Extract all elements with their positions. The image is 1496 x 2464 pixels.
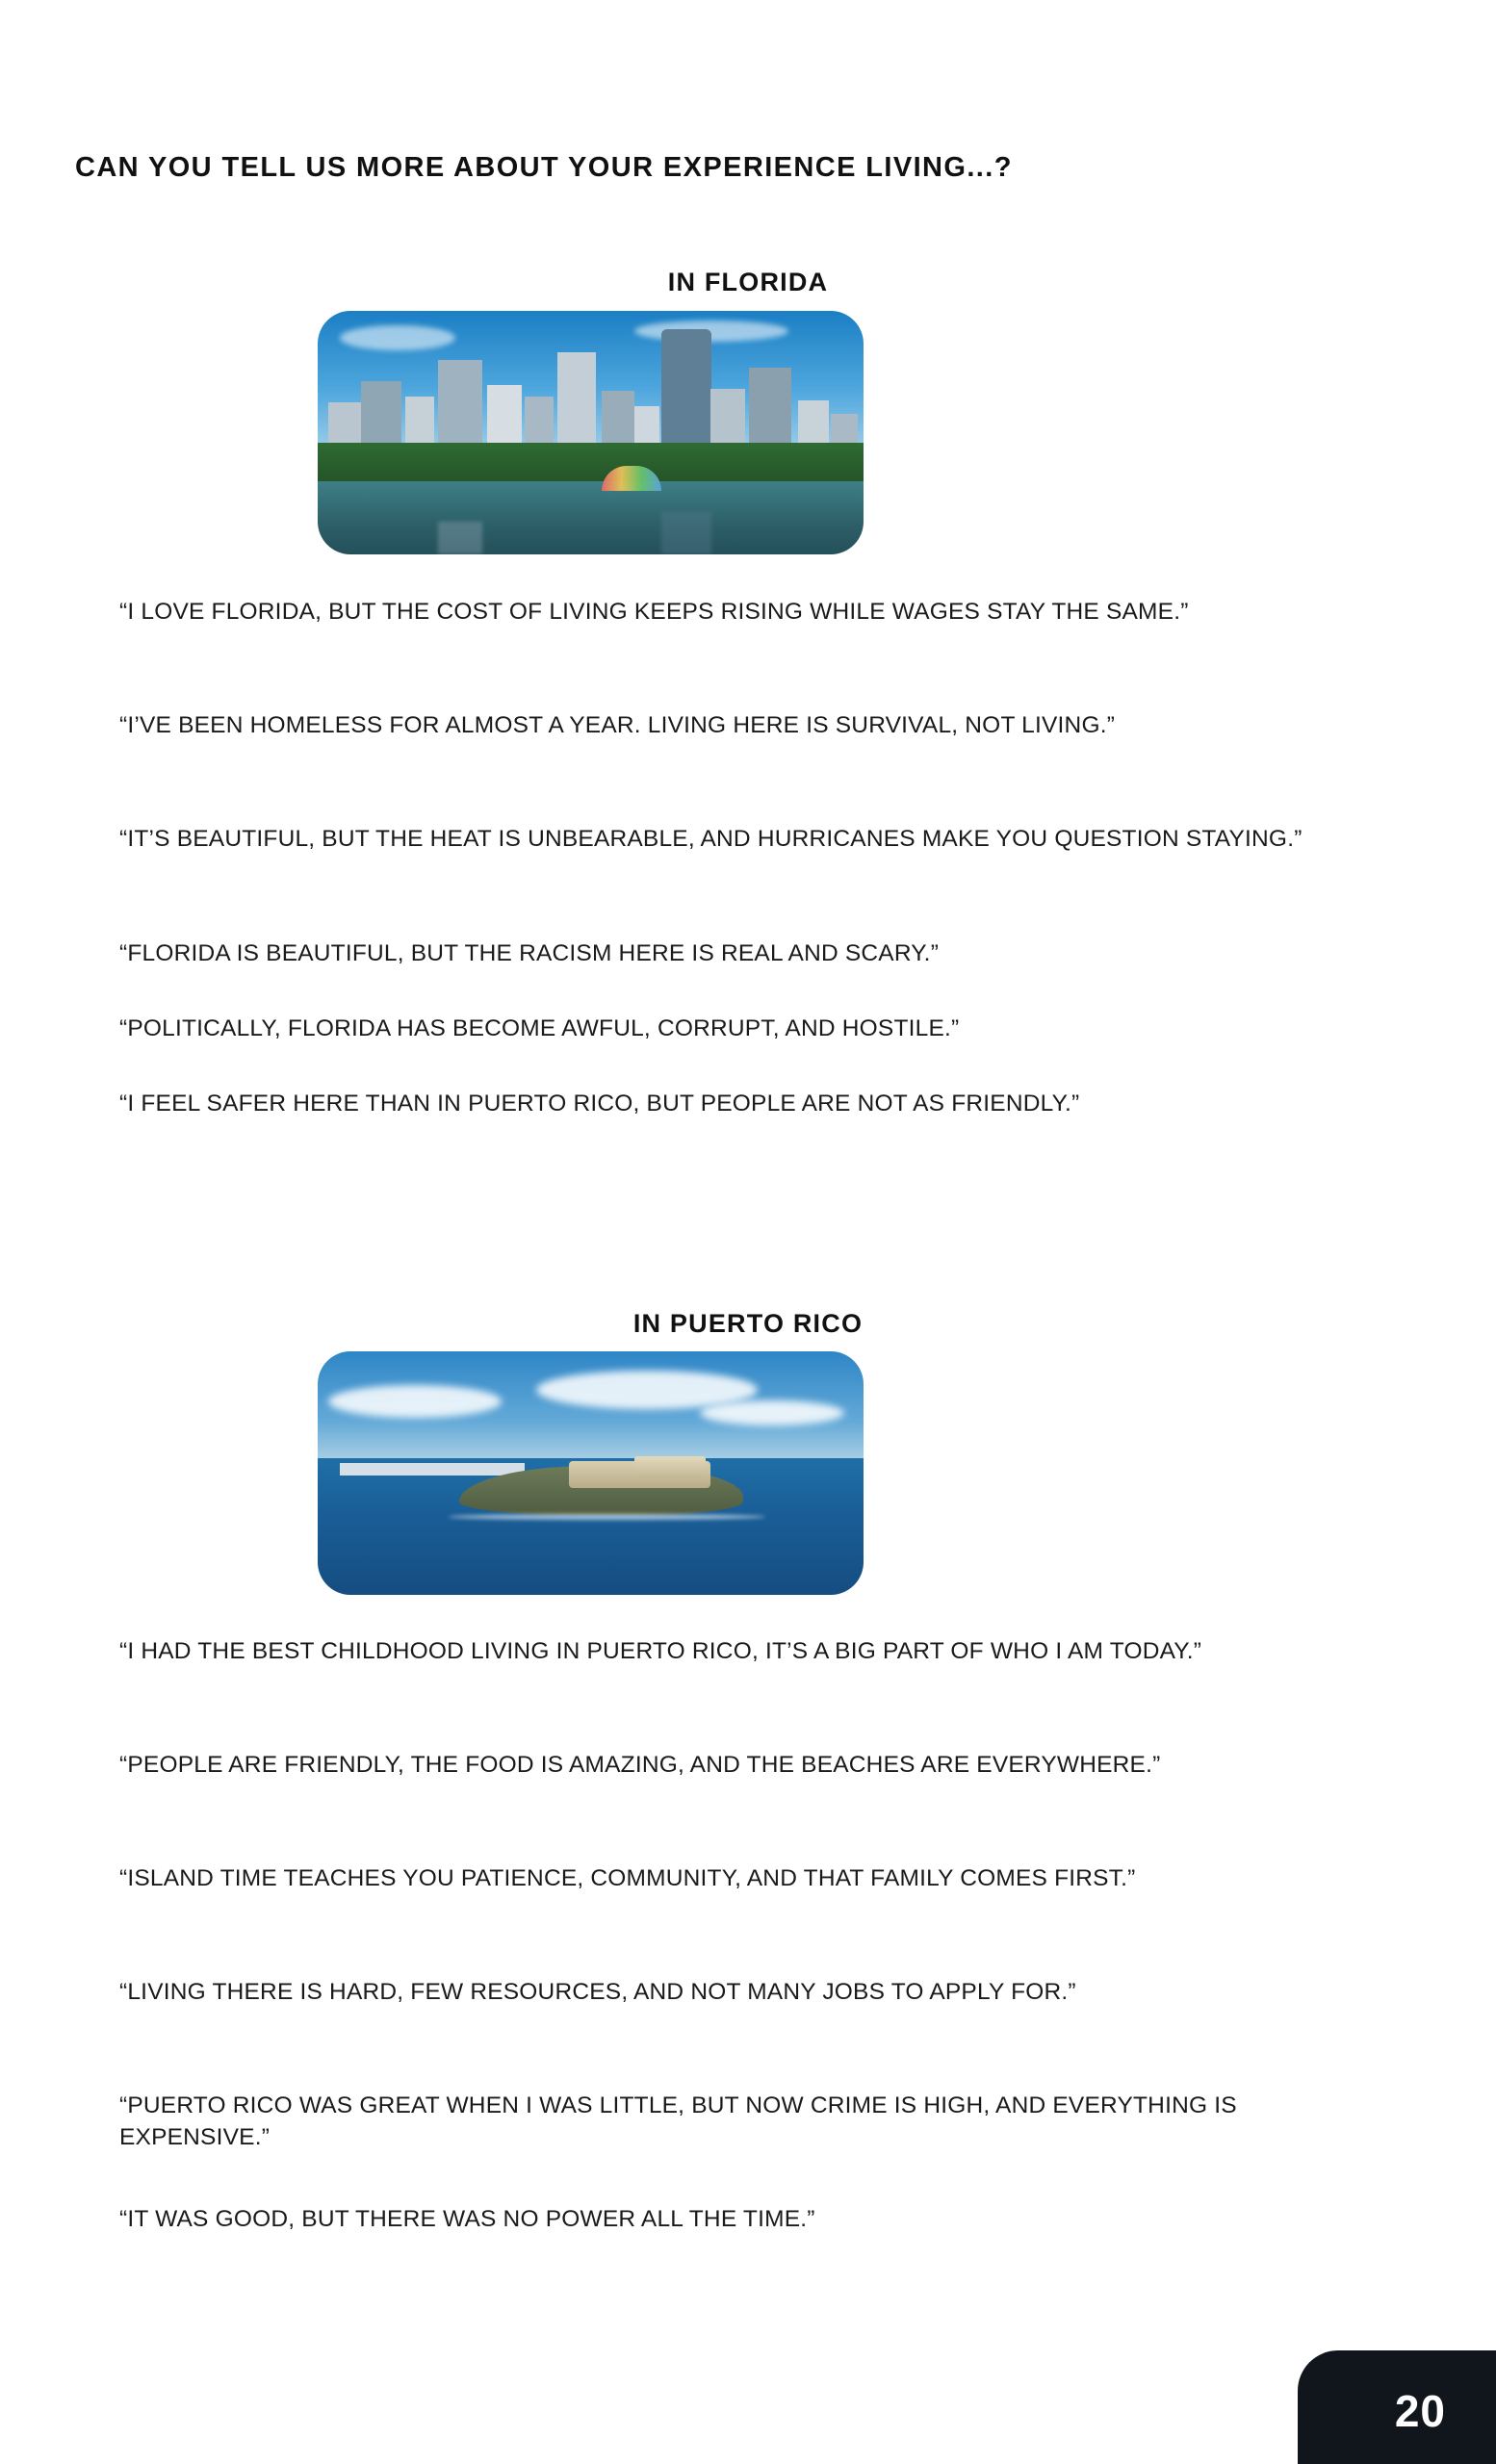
- surf-foam-shape: [449, 1514, 765, 1520]
- building-shape: [438, 360, 482, 452]
- section-heading-florida: IN FLORIDA: [667, 268, 829, 296]
- building-shape: [361, 381, 401, 452]
- building-shape: [749, 368, 791, 452]
- building-tower-shape: [661, 329, 711, 452]
- quote-text: “FLORIDA IS BEAUTIFUL, BUT THE RACISM HERE IS REAL AND SCARY.”: [119, 940, 940, 966]
- quote-text: “PUERTO RICO WAS GREAT WHEN I WAS LITTLE, BUT NOW CRIME IS HIGH, AND EVERYTHING IS EXPENSIVE.”: [119, 2092, 1237, 2150]
- reflection-shape: [438, 522, 482, 554]
- florida-skyline-image: [318, 311, 864, 554]
- quote-text: “LIVING THERE IS HARD, FEW RESOURCES, AND NOT MANY JOBS TO APPLY FOR.”: [119, 1979, 1076, 2005]
- quote-text: “I HAD THE BEST CHILDHOOD LIVING IN PUERTO RICO, IT’S A BIG PART OF WHO I AM TODAY.”: [119, 1638, 1202, 1664]
- quote-text: “ISLAND TIME TEACHES YOU PATIENCE, COMMUNITY, AND THAT FAMILY COMES FIRST.”: [119, 1865, 1136, 1891]
- fortress-upper-shape: [634, 1456, 706, 1478]
- quote-text: “I’VE BEEN HOMELESS FOR ALMOST A YEAR. LIVING HERE IS SURVIVAL, NOT LIVING.”: [119, 712, 1116, 738]
- quote-text: “IT’S BEAUTIFUL, BUT THE HEAT IS UNBEARABLE, AND HURRICANES MAKE YOU QUESTION STAYING.”: [119, 826, 1303, 852]
- page-title: CAN YOU TELL US MORE ABOUT YOUR EXPERIENCE LIVING...?: [75, 152, 1013, 183]
- page-number-badge: [1298, 2350, 1496, 2464]
- quote-text: “IT WAS GOOD, BUT THERE WAS NO POWER ALL THE TIME.”: [119, 2206, 815, 2232]
- quote-text: “I FEEL SAFER HERE THAN IN PUERTO RICO, BUT PEOPLE ARE NOT AS FRIENDLY.”: [119, 1091, 1080, 1116]
- quote-text: “PEOPLE ARE FRIENDLY, THE FOOD IS AMAZING, AND THE BEACHES ARE EVERYWHERE.”: [119, 1752, 1161, 1778]
- lake-shape: [318, 481, 864, 554]
- treeline-shape: [318, 443, 864, 481]
- cloud-shape: [340, 325, 455, 350]
- city-skyline-shape: [340, 1463, 526, 1476]
- cloud-shape: [700, 1400, 844, 1425]
- puerto-rico-el-morro-image: [318, 1351, 864, 1595]
- quote-text: “I LOVE FLORIDA, BUT THE COST OF LIVING KEEPS RISING WHILE WAGES STAY THE SAME.”: [119, 599, 1189, 625]
- page-number: 20: [1394, 2386, 1446, 2436]
- building-shape: [557, 352, 596, 452]
- section-heading-puerto-rico: IN PUERTO RICO: [632, 1309, 864, 1338]
- reflection-shape: [661, 512, 711, 554]
- quote-text: “POLITICALLY, FLORIDA HAS BECOME AWFUL, CORRUPT, AND HOSTILE.”: [119, 1015, 960, 1041]
